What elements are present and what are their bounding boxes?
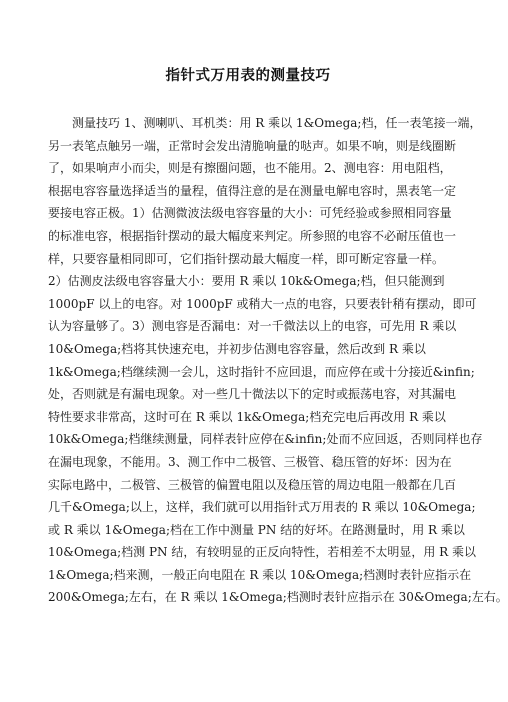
text-line: 10&Omega;档将其快速充电，并初步估测电容容量，然后改到 R 乘以 <box>48 341 426 356</box>
text-line: 样，只要容量相同即可，它们指针摆动最大幅度一样，即可断定容量一样。 <box>48 251 445 266</box>
text-line: 要接电容正极。1）估测微波法级电容容量的大小：可凭经验或参照相同容量 <box>48 206 452 221</box>
text-line: 处，否则就是有漏电现象。对一些几十微法以下的定时或振荡电容，对其漏电 <box>48 387 457 402</box>
text-line: 200&Omega;左右，在 R 乘以 1&Omega;档测时表针应指示在 30&Omega;左右。 <box>48 590 508 605</box>
body-text <box>48 112 508 609</box>
text-line: 1000pF 以上的电容。对 1000pF 或稍大一点的电容，只要表针稍有摆动，即可 <box>48 296 477 311</box>
text-line: 在漏电现象，不能用。3、测工作中二极管、三极管、稳压管的好坏：因为在 <box>48 454 452 469</box>
text-line: 了，如果响声小而尖，则是有擦圈问题，也不能用。2、测电容：用电阻档， <box>48 161 452 176</box>
text-line: 测量技巧 1、测喇叭、耳机类：用 R 乘以 1&Omega;档，任一表笔接一端， <box>72 116 482 130</box>
text-line: 1k&Omega;档继续测一会儿，这时指针不应回退，而应停在或十分接近&infin; <box>48 364 475 379</box>
text-line: 10k&Omega;档继续测量，同样表针应停在&infin;处而不应回返，否则同样也存 <box>48 432 483 447</box>
text-line: 10&Omega;档测 PN 结，有较明显的正反向特性，若相差不太明显，用 R 乘以 <box>48 545 477 560</box>
text-line: 根据电容容量选择适当的量程，值得注意的是在测量电解电容时，黑表笔一定 <box>48 183 457 198</box>
text-line: 1&Omega;档来测，一般正向电阻在 R 乘以 10&Omega;档测时表针应指示在 <box>48 567 472 582</box>
page-title: 指针式万用表的测量技巧 <box>165 68 331 84</box>
text-line: 特性要求非常高，这时可在 R 乘以 1k&Omega;档充完电后再改用 R 乘以 <box>48 409 446 424</box>
text-line: 认为容量够了。3）测电容是否漏电：对一千微法以上的电容，可先用 R 乘以 <box>48 319 457 334</box>
text-line: 另一表笔点触另一端，正常时会发出清脆响量的哒声。如果不响，则是线圈断 <box>48 138 457 153</box>
text-line: 2）估测皮法级电容容量大小：要用 R 乘以 10k&Omega;档，但只能测到 <box>48 274 445 289</box>
text-line: 实际电路中，二极管、三极管的偏置电阻以及稳压管的周边电阻一般都在几百 <box>48 477 457 492</box>
text-line: 的标准电容，根据指针摆动的最大幅度来判定。所参照的电容不必耐压值也一 <box>48 228 457 243</box>
text-line: 或 R 乘以 1&Omega;档在工作中测量 PN 结的好坏。在路测量时，用 R 乘以 <box>48 522 465 537</box>
text-line: 几千&Omega;以上，这样，我们就可以用指针式万用表的 R 乘以 10&Omega; <box>48 500 476 515</box>
